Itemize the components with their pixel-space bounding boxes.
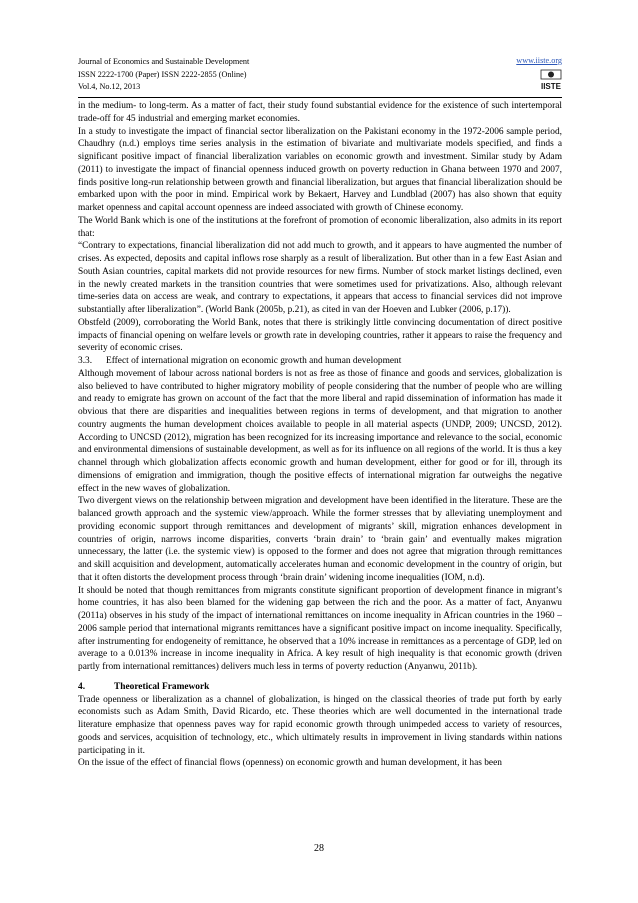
body-paragraph: On the issue of the effect of financial flows (openness) on economic growth and human development, it has been: [78, 758, 502, 769]
section-heading-4: [78, 681, 562, 694]
iiste-logo: [540, 69, 562, 93]
body-paragraph: The World Bank which is one of the institutions at the forefront of promotion of economic liberalization, also admits in its report that:: [78, 215, 562, 239]
body-paragraph: Trade openness or liberalization as a channel of globalization, is hinged on the classical theories of trade put forth by early economists such as Adam Smith, David Ricardo, etc. These theories which are well documented in the international trade literature emphasize that openness paves way for rapid economic growth through unimpeded access to variety of resources, goods and services, acquisition of technology, etc., which ultimately results in improvement in living standards within nations participating in it.: [78, 694, 562, 756]
body-paragraph: in the medium- to long-term. As a matter of fact, their study found substantial evidence for the existence of such intertemporal trade-off for 45 industrial and emerging market economies.: [78, 101, 562, 124]
journal-volume: Vol.4, No.12, 2013: [78, 82, 141, 91]
section-number: 3.3.: [78, 356, 93, 366]
section-title: Effect of international migration on economic growth and human development: [106, 356, 402, 366]
journal-title: Journal of Economics and Sustainable Development: [78, 57, 250, 66]
svg-text:IISTE: IISTE: [540, 82, 562, 91]
body-paragraph: Two divergent views on the relationship between migration and development have been identified in the literature. These are the balanced growth approach and the systemic view/approach. While the former stresses that by alleviating unemployment and providing economic support through remittances and development of migrants’ skill, migration enhances development in countries of origin, narrows income disparities, converts ‘brain drain’ to ‘brain gain’ and eventually makes migration unnecessary, the latter (i.e. the systemic view) is opposed to the former and does not agree that migration through remittances and skill acquisition and development, automatically accelerates human and economic development in the country of origin, but that it often distorts the development process through ‘brain drain’ widening income inequalities (IOM, n.d).: [78, 496, 562, 583]
page-number: 28: [314, 843, 324, 854]
section-number: 4.: [78, 681, 86, 692]
body-paragraph: Although movement of labour across national borders is not as free as those of finance and goods and services, globalization is also believed to have contributed to higher migratory mobility of people considering that the number of people who are willing and ready to emigrate has grown on account of the fact that the more liberal and rapid dissemination of information has made it obvious that there are disparities and inequalities between regions in terms of development, and that migration to another country augments the human development choices available to people in all material aspects (UNDP, 2009; UNCSD, 2012). According to UNCSD (2012), migration has been recognized for its increasing importance and relevance to the social, economic and environmental dimensions of sustainable development, as well as for its influence on all regions of the world. It is thus a key channel through which globalization affects economic growth and human development, either for good or for ill, through its dimensions of emigration and immigration, though the positive effects of international migration far outweighs the negative effect in the new waves of globalization.: [78, 368, 562, 494]
body-paragraph: Obstfeld (2009), corroborating the World Bank, notes that there is strikingly little convincing documentation of direct positive impacts of financial opening on welfare levels or growth rate in developing countries, rather it appears to raise the frequency and severity of economic crises.: [78, 317, 562, 354]
journal-issn: ISSN 2222-1700 (Paper) ISSN 2222-2855 (Online): [78, 69, 247, 79]
section-title: Theoretical Framework: [114, 681, 210, 692]
header-divider: [78, 97, 562, 98]
body-paragraph: It should be noted that though remittances from migrants constitute significant proportion of development finance in migrant’s home countries, it has also been blamed for the widening gap between the rich and the poor. As a matter of fact, Anyanwu (2011a) observes in his study of the impact of international remittances on income inequality in African countries in the 1960 – 2006 sample period that international migrants remittances have a significant positive impact on income inequality. Specifically, after instrumenting for endogeneity of remittance, he observed that a 10% increase in remittances as a percentage of GDP, led on average to a 0.013% increase in income inequality in Africa. A key result of high inequality is that economic growth (driven partly from international remittances) delivers much less in terms of poverty reduction (Anyanwu, 2011b).: [78, 585, 562, 672]
body-paragraph: In a study to investigate the impact of financial sector liberalization on the Pakistani economy in the 1972-2006 sample period, Chaudhry (n.d.) employs time series analysis in the estimation of bivariate and multivariate models specified, and finds a significant positive impact of financial liberalization variables on economic growth and investment. Similar study by Adam (2011) to investigate the impact of financial openness induced growth on poverty reduction in Ghana between 1970 and 2007, finds positive long-run relationship between growth and financial liberalization, but argues that financial liberalization should be embarked upon with the poor in mind. Empirical work by Bekaert, Harvey and Lundblad (2007) has also shown that equity market openness and capital account openness are indeed associated with growth of Chinese economy.: [78, 126, 562, 213]
article-body: [78, 100, 562, 770]
block-quote: “Contrary to expectations, financial liberalization did not add much to growth, and it appears to have augmented the number of crises. As expected, deposits and capital inflows rose sharply as a result of liberalization. But other than in a few East Asian and South Asian countries, capital markets did not provide resources for new firms. Number of stock market listings declined, even in the newly created markets in the transition countries that were sometimes used for privatizations. Also, although relevant time-series data on access are weak, and contrary to expectations, it appears that access to financial services did not improve substantially after liberalization”. (World Bank (2005b, p.21), as cited in van der Hoeven and Lubker (2006, p.17)).: [78, 241, 562, 315]
section-heading-3-3: [78, 355, 562, 368]
journal-url-link[interactable]: www.iiste.org: [516, 56, 562, 65]
journal-header: [78, 56, 562, 96]
